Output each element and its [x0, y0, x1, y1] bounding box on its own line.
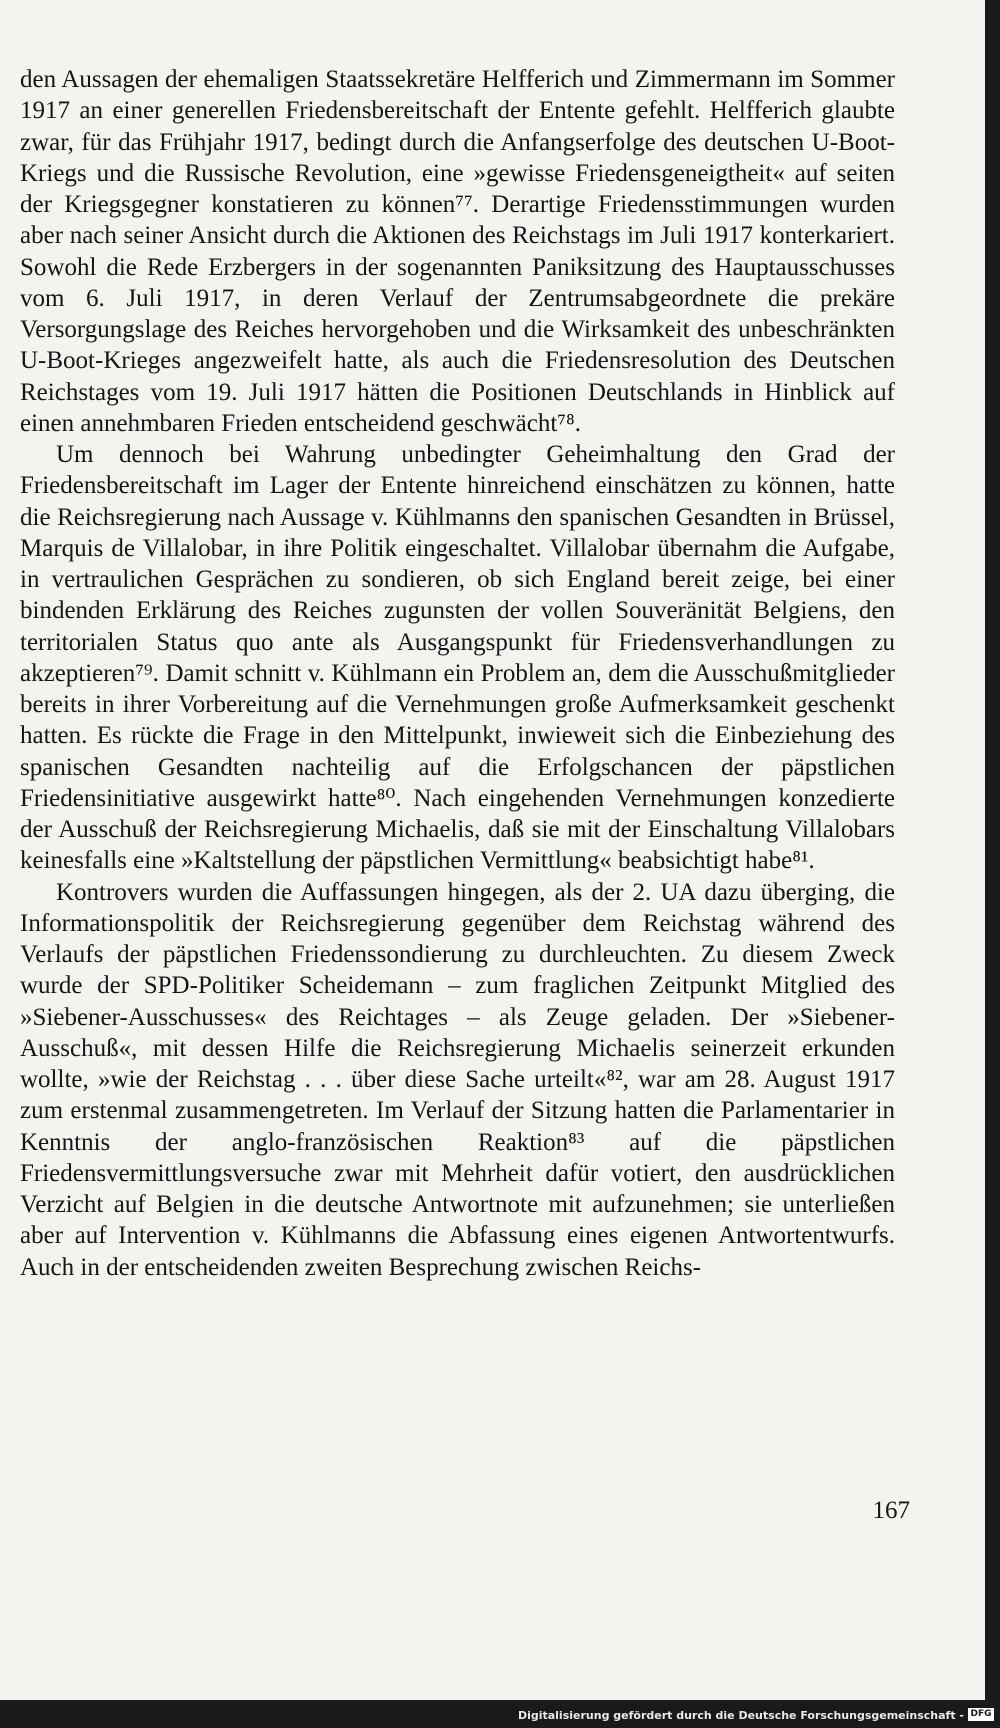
footer-credit: Digitalisierung gefördert durch die Deutsche Forschungsgemeinschaft - — [517, 1709, 964, 1722]
dfg-logo-icon: DFG — [968, 1708, 994, 1721]
paragraph-2: Um dennoch bei Wahrung unbedingter Geheimhaltung den Grad der Friedensbereitschaft im Lager der Entente hinreichend einschätzen zu können, hatte die Reichsregierung nach Aussage v. Kühlmanns den spanischen Gesandten in Brüssel, Marquis de Villalobar, in ihre Politik eingeschaltet. Villalobar übernahm die Aufgabe, in vertraulichen Gesprächen zu sondieren, ob sich England bereit zeige, bei einer bindenden Erklärung des Reiches zugunsten der vollen Souveränität Belgiens, den territorialen Status quo ante als Ausgangspunkt für Friedensverhandlungen zu akzeptieren⁷⁹. Damit schnitt v. Kühlmann ein Problem an, dem die Ausschußmitglieder bereits in ihrer Vorbereitung auf die Vernehmungen große Aufmerksamkeit geschenkt hatten. Es rückte die Frage in den Mittelpunkt, inwieweit sich die Einbeziehung des spanischen Gesandten nachteilig auf die Erfolgschancen der päpstlichen Friedensinitiative ausgewirkt hatte⁸⁰. Nach eingehenden Vernehmungen konzedierte der Ausschuß der Reichsregierung Michaelis, daß sie mit der Einschaltung Villalobars keinesfalls eine »Kaltstellung der päpstlichen Vermittlung« beabsichtigt habe⁸¹. — [20, 441, 895, 875]
page-number: 167 — [872, 1497, 910, 1524]
paragraph-1: den Aussagen der ehemaligen Staatssekretäre Helfferich und Zimmermann im Sommer 1917 an einer generellen Friedensbereitschaft der Entente gefehlt. Helfferich glaubte zwar, für das Frühjahr 1917, bedingt durch die Anfangserfolge des deutschen U-Boot-Kriegs und die Russische Revolution, eine »gewisse Friedensgeneigtheit« auf seiten der Kriegsgegner konstatieren zu können⁷⁷. Derartige Friedensstimmungen wurden aber nach seiner Ansicht durch die Aktionen des Reichstags im Juli 1917 konterkariert. Sowohl die Rede Erzbergers in der sogenannten Paniksitzung des Hauptausschusses vom 6. Juli 1917, in deren Verlauf der Zentrumsabgeordnete die prekäre Versorgungslage des Reiches hervorgehoben und die Wirksamkeit des unbeschränkten U-Boot-Krieges angezweifelt hatte, als auch die Friedensresolution des Deutschen Reichstages vom 19. Juli 1917 hätten die Positionen Deutschlands in Hinblick auf einen annehmbaren Frieden entscheidend geschwächt⁷⁸. — [20, 66, 895, 437]
body-text — [20, 64, 895, 1283]
paragraph-3: Kontrovers wurden die Auffassungen hingegen, als der 2. UA dazu überging, die Informationspolitik der Reichsregierung gegenüber dem Reichstag während des Verlaufs der päpstlichen Friedenssondierung zu durchleuchten. Zu diesem Zweck wurde der SPD-Politiker Scheidemann – zum fraglichen Zeitpunkt Mitglied des »Siebener-Ausschusses« des Reichtages – als Zeuge geladen. Der »Siebener-Ausschuß«, mit dessen Hilfe die Reichsregierung Michaelis seinerzeit erkunden wollte, »wie der Reichstag . . . über diese Sache urteilt«⁸², war am 28. August 1917 zum erstenmal zusammengetreten. Im Verlauf der Sitzung hatten die Parlamentarier in Kenntnis der anglo-französischen Reaktion⁸³ auf die päpstlichen Friedensvermittlungsversuche zwar mit Mehrheit dafür votiert, den ausdrücklichen Verzicht auf Belgien in die deutsche Antwortnote mit aufzunehmen; sie unterließen aber auf Intervention v. Kühlmanns die Abfassung eines eigenen Antwortentwurfs. Auch in der entscheidenden zweiten Besprechung zwischen Reichs- — [20, 878, 895, 1281]
